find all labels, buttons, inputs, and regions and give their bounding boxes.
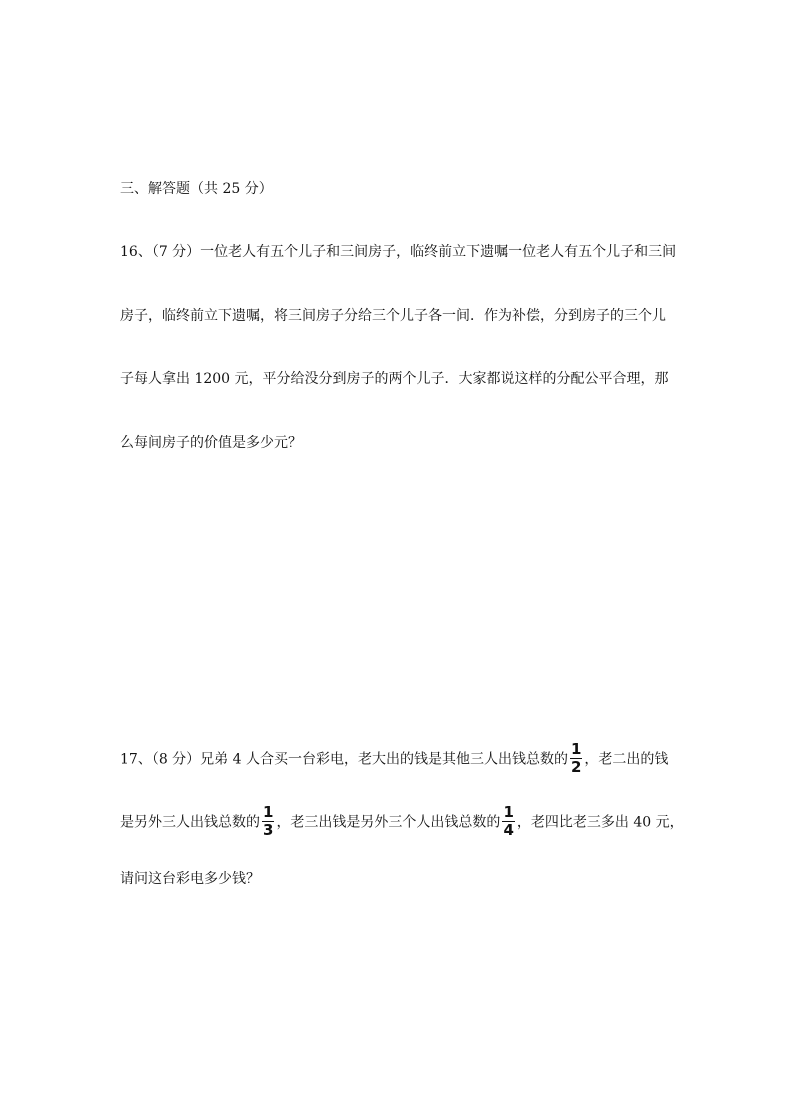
question-17-text: ，老三出钱是另外三个人出钱总数的 [276,814,501,831]
question-17-text: ，老四比老三多出 40 元， [516,814,684,831]
fraction-one-half [570,741,582,776]
question-16-line-3: 子每人拿出 1200 元，平分给没分到房子的两个儿子．大家都说这样的分配公平合理，那 [120,371,669,387]
fraction-one-quarter [502,804,514,839]
question-17-text: ，老二出的钱 [584,751,669,768]
fraction-numerator: 1 [570,740,582,758]
question-17-line-1 [120,742,668,777]
fraction-numerator: 1 [263,803,274,821]
question-17-text: 17、（8 分）兄弟 4 人合买一台彩电，老大出的钱是其他三人出钱总数的 [120,751,568,768]
question-16-line-1: 16、（7 分）一位老人有五个儿子和三间房子，临终前立下遗嘱一位老人有五个儿子和三间 [120,244,677,260]
question-16-line-2: 房子，临终前立下遗嘱，将三间房子分给三个儿子各一间．作为补偿，分到房子的三个儿 [120,308,666,324]
section-title: 三、解答题（共 25 分） [120,181,273,197]
fraction-denominator: 4 [503,821,514,839]
question-17-line-2 [120,805,684,840]
question-16-line-4: 么每间房子的价值是多少元？ [120,435,302,451]
fraction-one-third [262,804,274,839]
question-17-line-3: 请问这台彩电多少钱？ [120,871,260,887]
fraction-numerator: 1 [503,803,514,821]
question-17-text: 是另外三人出钱总数的 [120,814,260,831]
fraction-denominator: 3 [263,821,274,839]
fraction-denominator: 2 [570,758,582,776]
